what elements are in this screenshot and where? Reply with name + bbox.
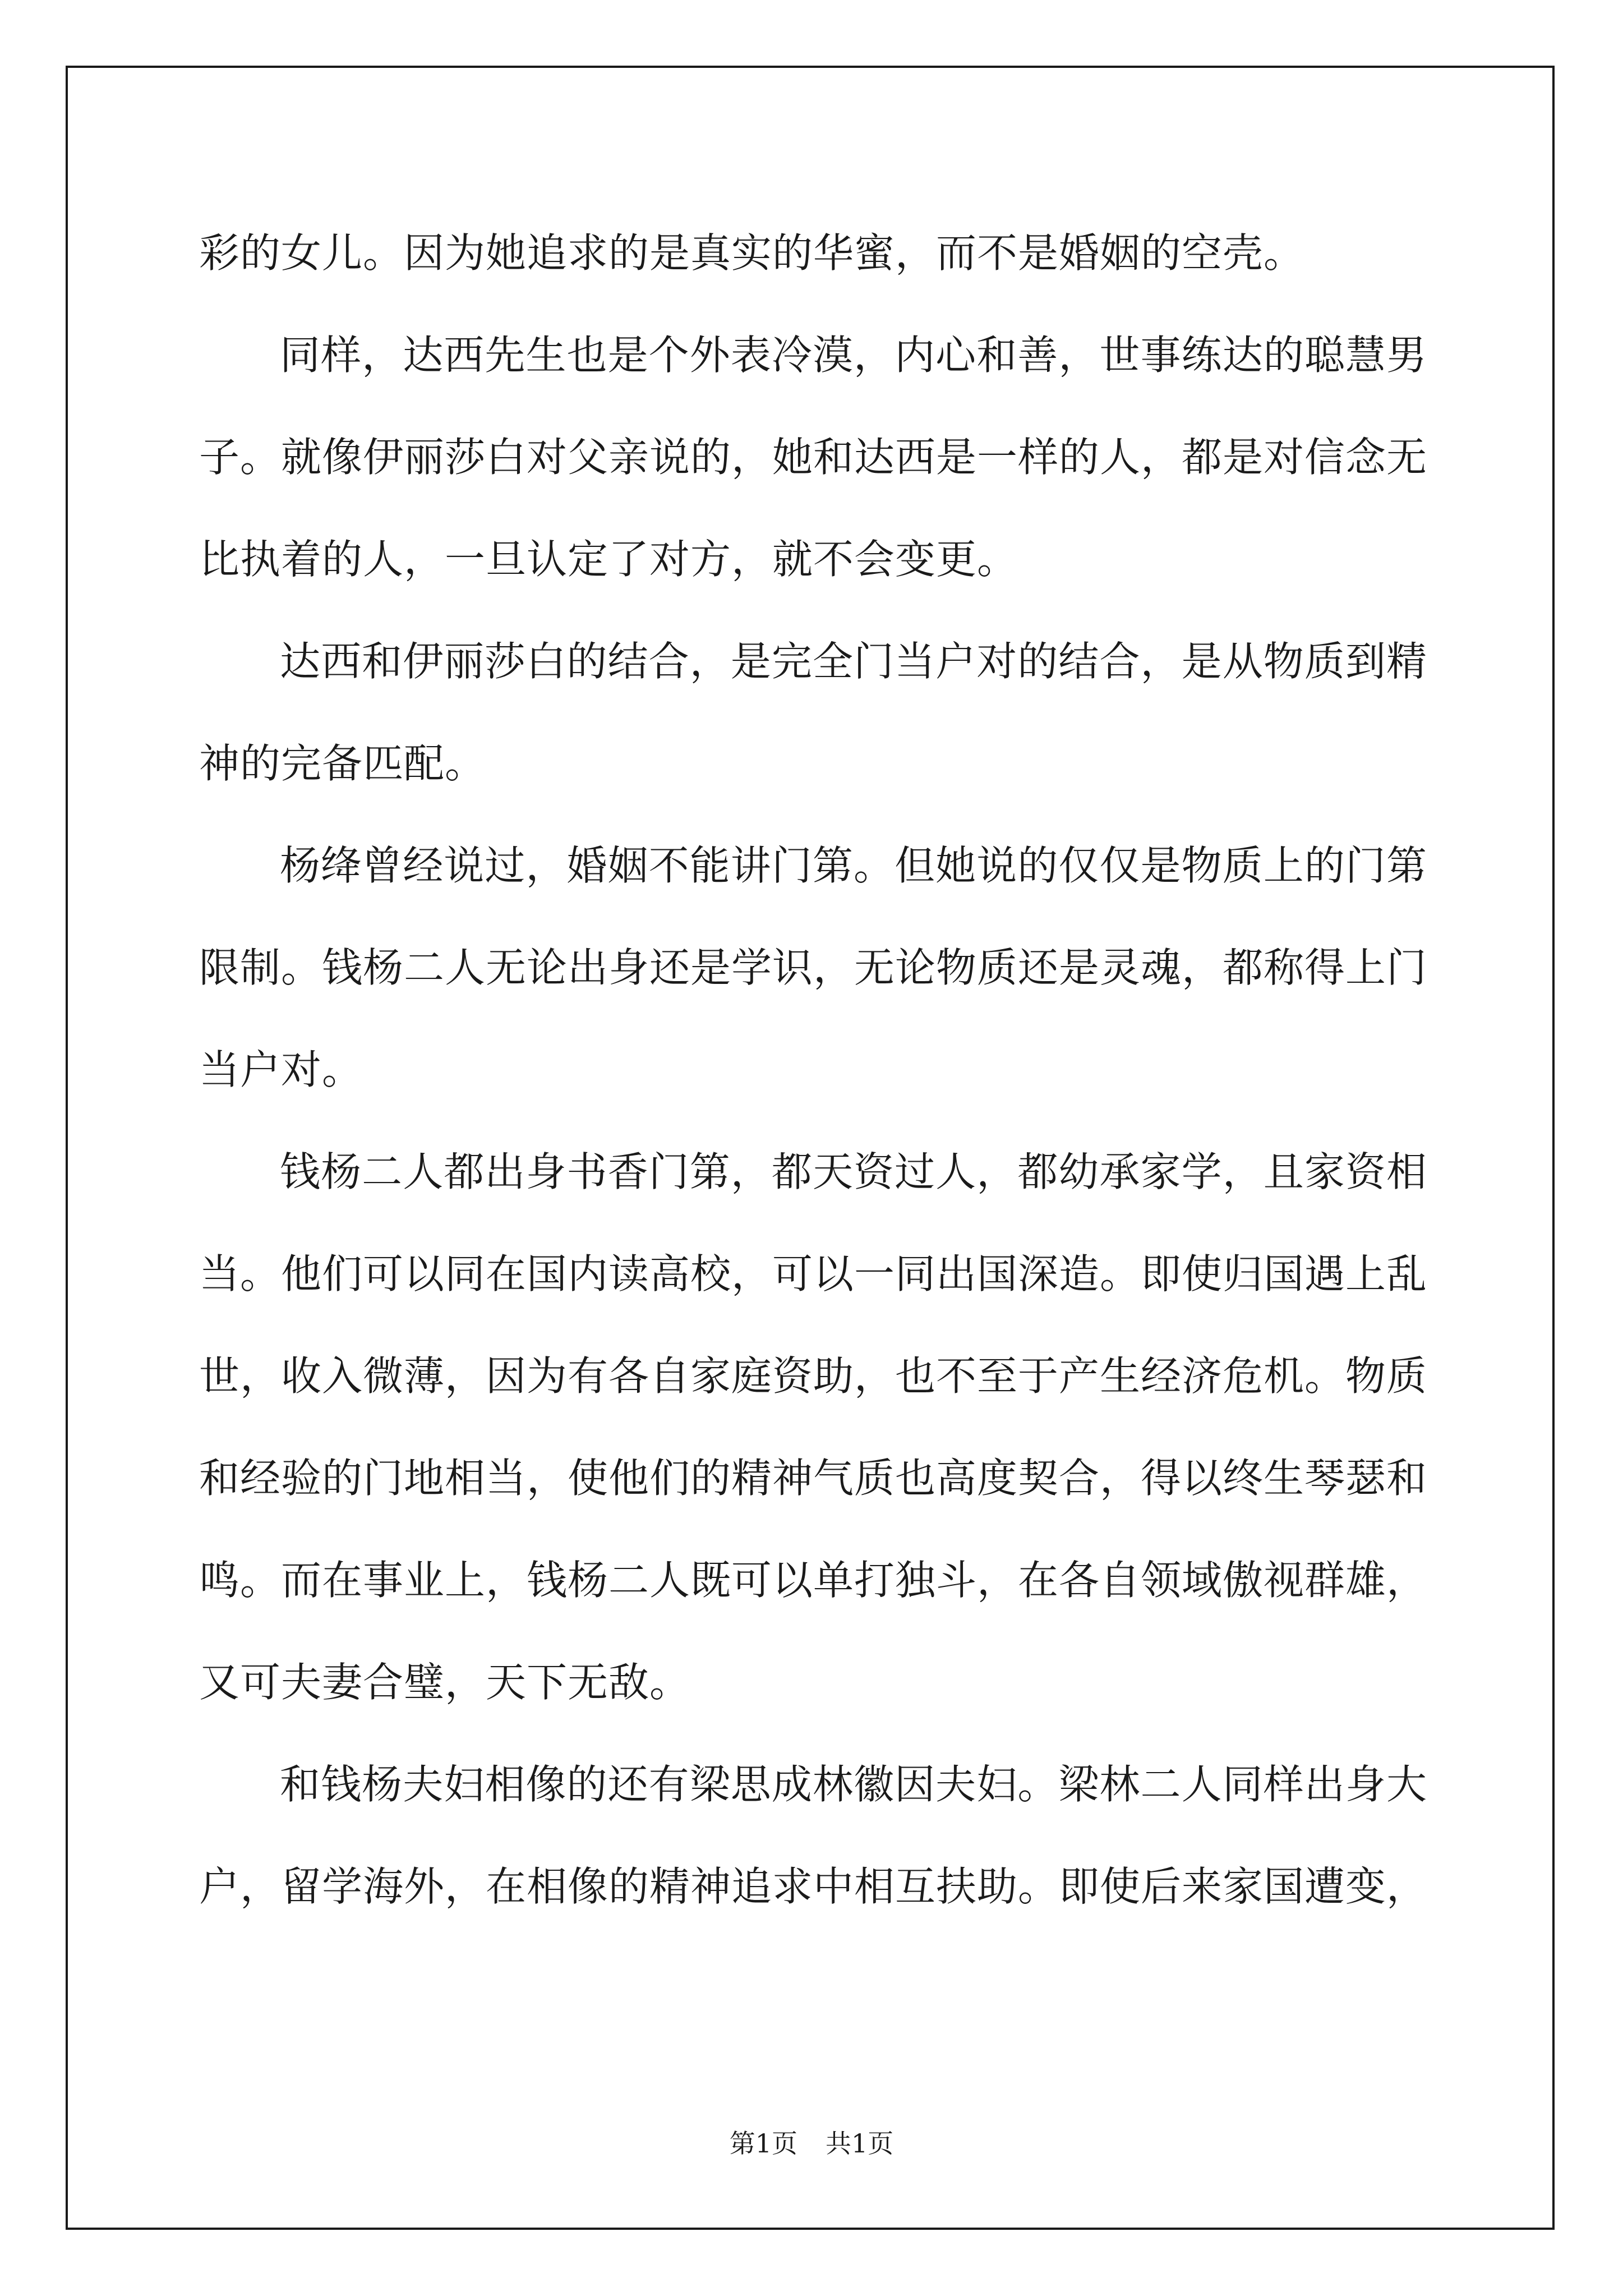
page-total: 共1页 <box>826 2128 894 2159</box>
paragraph: 达西和伊丽莎白的结合，是完全门当户对的结合，是从物质到精神的完备匹配。 <box>199 638 1427 787</box>
page-number: 第1页 <box>729 2128 797 2159</box>
paragraph: 钱杨二人都出身书香门第，都天资过人，都幼承家学，且家资相当。他们可以同在国内读高校，可以一同出国深造。即使归国遇上乱世，收入微薄，因为有各自家庭资助，也不至于产生经济危机。物质和经验的门地相当，使他们的精神气质也高度契合，得以终生琴瑟和鸣。而在事业上，钱杨二人既可以单打独斗，在各自领域傲视群雄，又可夫妻合璧，天下无敌。 <box>199 1148 1428 1706</box>
page-footer <box>0 2123 1623 2160</box>
paragraph: 杨绛曾经说过，婚姻不能讲门第。但她说的仅仅是物质上的门第限制。钱杨二人无论出身还是学识，无论物质还是灵魂，都称得上门当户对。 <box>199 842 1428 1093</box>
paragraph: 同样，达西先生也是个外表冷漠，内心和善，世事练达的聪慧男子。就像伊丽莎白对父亲说的，她和达西是一样的人，都是对信念无比执着的人，一旦认定了对方，就不会变更。 <box>199 332 1428 583</box>
paragraph: 和钱杨夫妇相像的还有梁思成林徽因夫妇。梁林二人同样出身大户，留学海外，在相像的精神追求中相互扶助。即使后来家国遭变， <box>199 1761 1428 1910</box>
document-body <box>199 202 1427 1938</box>
paragraph: 彩的女儿。因为她追求的是真实的华蜜，而不是婚姻的空壳。 <box>199 229 1305 277</box>
